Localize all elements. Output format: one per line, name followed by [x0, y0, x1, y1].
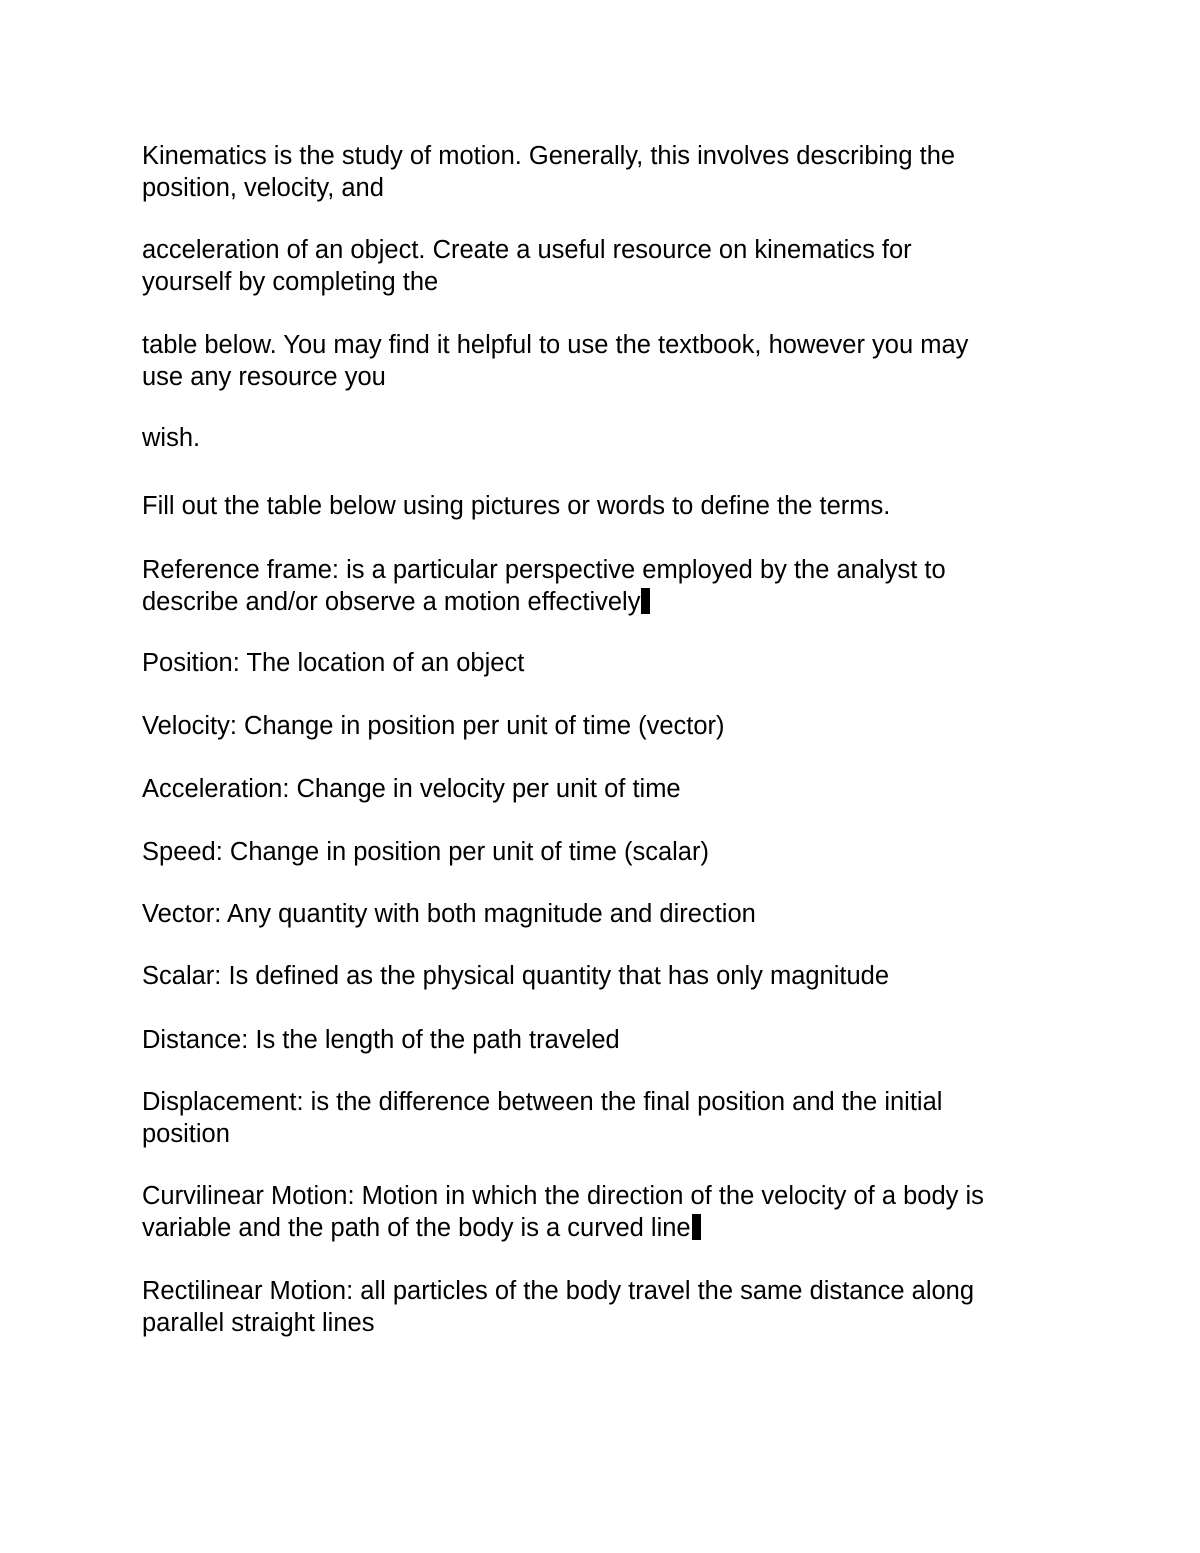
term-position-line: Position: The location of an object: [142, 649, 525, 677]
text-cursor: [692, 1214, 701, 1240]
term-rectilinear-line-1: Rectilinear Motion: all particles of the body travel the same distance along: [142, 1277, 975, 1305]
term-curvilinear-line-2: variable and the path of the body is a curved line: [142, 1214, 691, 1242]
term-rectilinear-motion: [142, 1275, 1072, 1339]
term-distance-line: Distance: Is the length of the path traveled: [142, 1026, 620, 1054]
intro-paragraph-4: [142, 422, 1072, 454]
term-position: [142, 647, 1072, 679]
intro-paragraph-1-line-2: position, velocity, and: [142, 174, 384, 202]
term-displacement-line-1: Displacement: is the difference between the final position and the initial: [142, 1088, 943, 1116]
term-curvilinear-line-2-wrap: [142, 1212, 1072, 1244]
term-velocity-line: Velocity: Change in position per unit of time (vector): [142, 712, 725, 740]
term-rectilinear-line-2: parallel straight lines: [142, 1309, 375, 1337]
term-displacement-line-2: position: [142, 1120, 230, 1148]
intro-paragraph-2-line-1: acceleration of an object. Create a useful resource on kinematics for: [142, 236, 912, 264]
intro-paragraph-4-line-1: wish.: [142, 424, 201, 452]
instruction-paragraph: [142, 490, 1072, 522]
term-acceleration: [142, 773, 1072, 805]
term-reference-frame-line-2: describe and/or observe a motion effectively: [142, 588, 641, 616]
intro-paragraph-1-line-1: Kinematics is the study of motion. Generally, this involves describing the: [142, 142, 956, 170]
intro-paragraph-3-line-1: table below. You may find it helpful to use the textbook, however you may: [142, 331, 969, 359]
intro-paragraph-2-line-2: yourself by completing the: [142, 268, 439, 296]
term-vector-line: Vector: Any quantity with both magnitude and direction: [142, 900, 756, 928]
intro-paragraph-2: [142, 234, 1072, 298]
term-curvilinear-line-1: Curvilinear Motion: Motion in which the direction of the velocity of a body is: [142, 1182, 984, 1210]
term-curvilinear-motion: [142, 1180, 1072, 1244]
term-vector: [142, 898, 1072, 930]
term-scalar-line: Scalar: Is defined as the physical quantity that has only magnitude: [142, 962, 890, 990]
text-cursor: [641, 588, 650, 614]
term-speed-line: Speed: Change in position per unit of time (scalar): [142, 838, 709, 866]
term-reference-frame-line-1: Reference frame: is a particular perspective employed by the analyst to: [142, 556, 946, 584]
term-velocity: [142, 710, 1072, 742]
term-reference-frame: [142, 554, 1072, 618]
term-scalar: [142, 960, 1072, 992]
term-speed: [142, 836, 1072, 868]
term-displacement: [142, 1086, 1072, 1150]
term-reference-frame-line-2-wrap: [142, 586, 1072, 618]
instruction-line: Fill out the table below using pictures or words to define the terms.: [142, 492, 891, 520]
intro-paragraph-3: [142, 329, 1072, 393]
intro-paragraph-1: [142, 140, 1072, 204]
term-acceleration-line: Acceleration: Change in velocity per unit of time: [142, 775, 681, 803]
term-distance: [142, 1024, 1072, 1056]
intro-paragraph-3-line-2: use any resource you: [142, 363, 386, 391]
